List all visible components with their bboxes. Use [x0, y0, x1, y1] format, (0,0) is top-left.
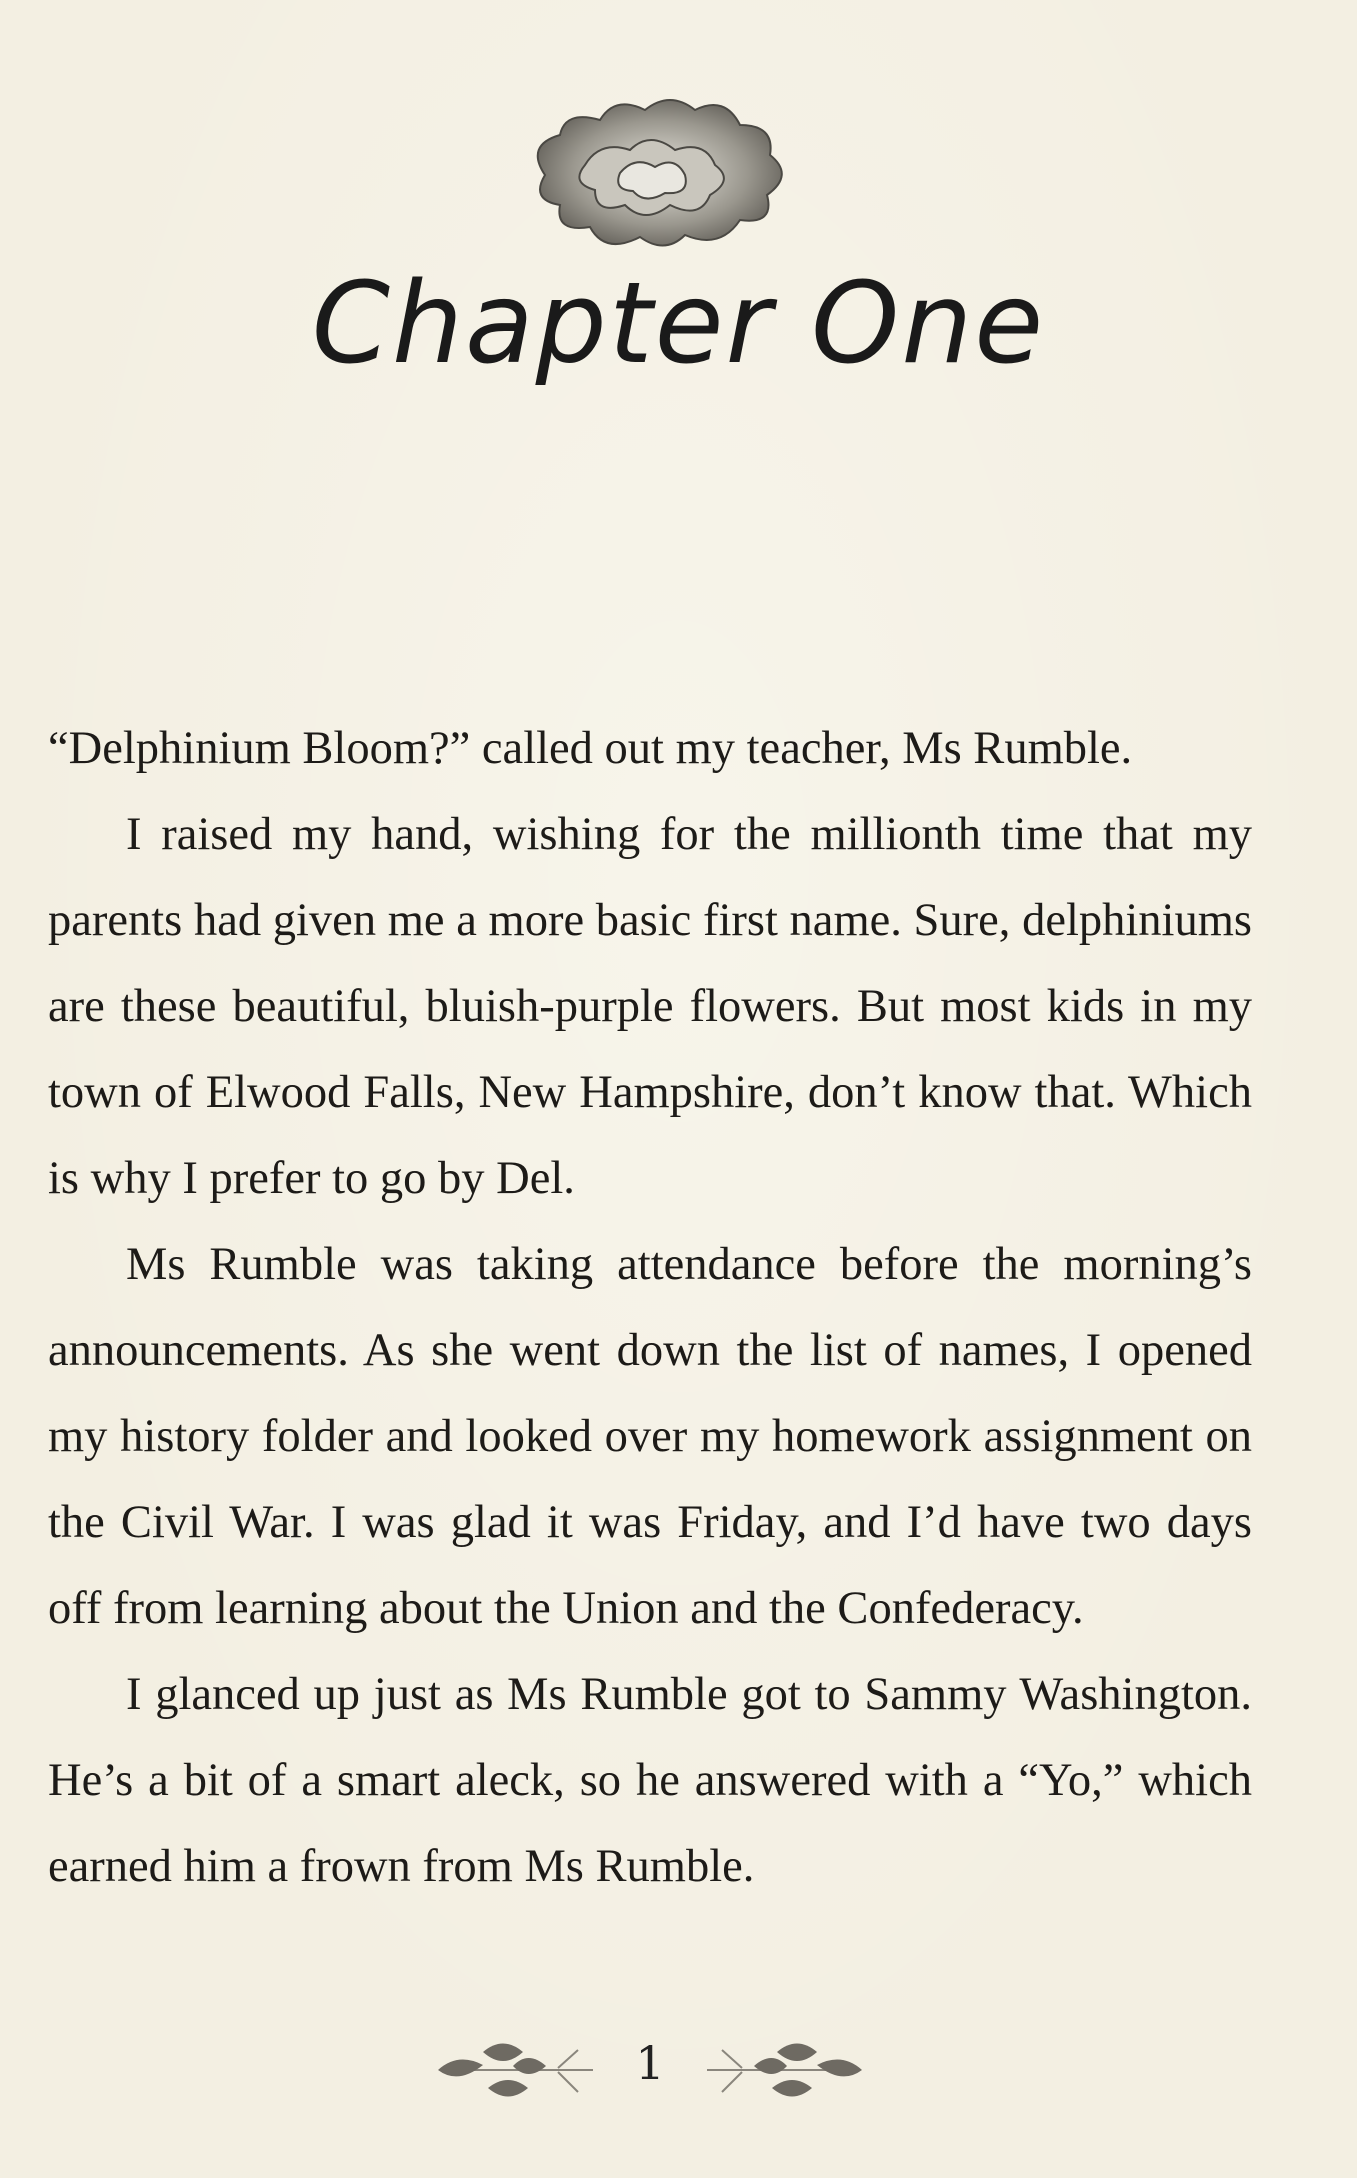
- leaf-sprig-icon: [428, 2030, 598, 2110]
- leaf-sprig-icon: [702, 2030, 872, 2110]
- paragraph: I raised my hand, wishing for the millionth time that my parents had given me a more basic first name. Sure, delphiniums are these beautiful, bluish-purple flowers. But most kids in my town of Elwood Falls, New Hampshire, don’t know that. Which is why I prefer to go by Del.: [48, 809, 1252, 1204]
- carnation-flower-icon: [505, 55, 815, 265]
- page-footer: [0, 2030, 1357, 2110]
- chapter-body: [48, 706, 1252, 1910]
- paragraph: I glanced up just as Ms Rumble got to Sammy Washington. He’s a bit of a smart aleck, so he answered with a “Yo,” which earned him a frown from Ms Rumble.: [48, 1669, 1252, 1892]
- page-number: 1: [635, 2036, 665, 2090]
- chapter-title: Chapter One: [311, 259, 1046, 389]
- paragraph: Ms Rumble was taking attendance before the morning’s announcements. As she went down the list of names, I opened my history folder and looked over my homework assignment on the Civil War. I was glad it was Friday, and I’d have two days off from learning about the Union and the Confederacy.: [48, 1239, 1252, 1634]
- paragraph: “Delphinium Bloom?” called out my teacher, Ms Rumble.: [48, 723, 1133, 774]
